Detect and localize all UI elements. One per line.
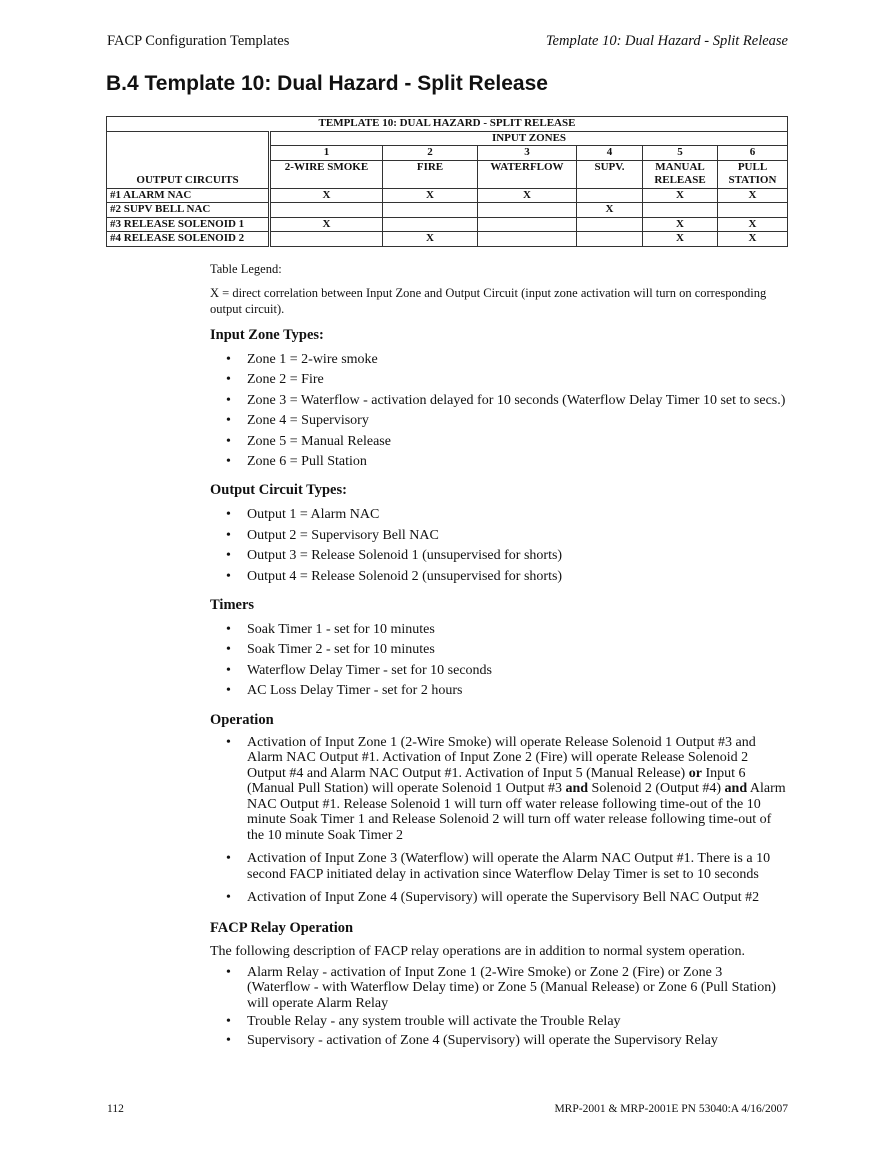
input-zone-types-heading: Input Zone Types: bbox=[210, 327, 324, 343]
operation-heading: Operation bbox=[210, 711, 274, 728]
table-cell: X bbox=[383, 232, 478, 247]
zone-number: 5 bbox=[643, 146, 718, 161]
section-title: B.4 Template 10: Dual Hazard - Split Release bbox=[106, 72, 548, 95]
table-cell: X bbox=[643, 188, 718, 203]
operation-text: Solenoid 2 (Output #4) bbox=[588, 781, 725, 797]
table-cell: X bbox=[718, 188, 788, 203]
list-item: • Waterflow Delay Timer - set for 10 seconds bbox=[210, 661, 788, 681]
zone-number: 4 bbox=[577, 146, 643, 161]
table-cell bbox=[577, 217, 643, 232]
table-caption: TEMPLATE 10: DUAL HAZARD - SPLIT RELEASE bbox=[107, 117, 788, 132]
list-item: • Zone 1 = 2-wire smoke bbox=[210, 350, 788, 370]
table-cell bbox=[478, 203, 577, 218]
list-item: • Soak Timer 1 - set for 10 minutes bbox=[210, 620, 788, 640]
input-zones-label: INPUT ZONES bbox=[270, 131, 788, 146]
list-item: • Zone 2 = Fire bbox=[210, 370, 788, 390]
table-cell: X bbox=[270, 217, 383, 232]
operation-emphasis: and bbox=[565, 781, 589, 797]
table-cell bbox=[718, 203, 788, 218]
operation-emphasis: and bbox=[724, 781, 748, 797]
table-cell bbox=[383, 217, 478, 232]
template-table bbox=[106, 116, 788, 247]
table-cell: X bbox=[383, 188, 478, 203]
output-circuits-header: OUTPUT CIRCUITS bbox=[107, 131, 270, 188]
output-label: #2 SUPV BELL NAC bbox=[107, 203, 270, 218]
table-row bbox=[107, 203, 788, 218]
table-cell: X bbox=[718, 232, 788, 247]
zone-name: MANUAL RELEASE bbox=[643, 160, 718, 188]
list-item: • Output 2 = Supervisory Bell NAC bbox=[210, 526, 788, 546]
list-item: • Output 1 = Alarm NAC bbox=[210, 505, 788, 525]
relay-heading: FACP Relay Operation bbox=[210, 919, 354, 936]
page-number: 112 bbox=[107, 1103, 124, 1115]
running-header-right: Template 10: Dual Hazard - Split Release bbox=[545, 33, 788, 49]
footer-doc-info: MRP-2001 & MRP-2001E PN 53040:A 4/16/2007 bbox=[554, 1103, 788, 1115]
table-cell bbox=[577, 188, 643, 203]
list-item: • Output 4 = Release Solenoid 2 (unsupervised for shorts) bbox=[210, 567, 788, 587]
output-label: #4 RELEASE SOLENOID 2 bbox=[107, 232, 270, 247]
relay-list bbox=[210, 965, 788, 1049]
list-item: • Zone 3 = Waterflow - activation delayed for 10 seconds (Waterflow Delay Timer 10 set to secs.) bbox=[210, 391, 788, 411]
table-cell: X bbox=[643, 232, 718, 247]
output-circuit-types-heading: Output Circuit Types: bbox=[210, 482, 347, 499]
legend-text: X = direct correlation between Input Zone and Output Circuit (input zone activation will turn on corresponding output circuit). bbox=[210, 286, 767, 316]
timers-list bbox=[210, 620, 788, 702]
list-item: • Alarm Relay - activation of Input Zone 1 (2-Wire Smoke) or Zone 2 (Fire) or Zone 3 (Waterflow - with Waterflow Delay time) or Zone 5 (Manual Release) or Zone 6 (Pull Station) will operate Alarm Relay bbox=[210, 965, 788, 1012]
list-item: • Zone 5 = Manual Release bbox=[210, 432, 788, 452]
table-zones-label-row bbox=[107, 131, 788, 146]
operation-emphasis: or bbox=[688, 765, 702, 781]
running-header-left: FACP Configuration Templates bbox=[107, 33, 290, 49]
zone-number: 3 bbox=[478, 146, 577, 161]
list-item: • Activation of Input Zone 3 (Waterflow) will operate the Alarm NAC Output #1. There is a 10 second FACP initiated delay in activation since Waterflow Delay Timer is set to 10 seconds bbox=[210, 851, 788, 882]
table-row bbox=[107, 232, 788, 247]
output-label: #3 RELEASE SOLENOID 1 bbox=[107, 217, 270, 232]
table-cell bbox=[478, 217, 577, 232]
relay-intro: The following description of FACP relay operations are in addition to normal system operation. bbox=[210, 943, 746, 959]
list-item: • Activation of Input Zone 4 (Supervisory) will operate the Supervisory Bell NAC Output #2 bbox=[210, 890, 788, 906]
zone-name: WATERFLOW bbox=[478, 160, 577, 188]
table-cell: X bbox=[718, 217, 788, 232]
operation-text: Activation of Input Zone 1 (2-Wire Smoke) will operate Release Solenoid 1 Output #3 and Alarm NAC Output #1. Activation of Input Zone 2 (Fire) will operate Release Solenoid 2 Output #4 and Alarm NAC Output #1. Activation of Input 5 (Manual Release) bbox=[247, 734, 756, 781]
table-cell bbox=[478, 232, 577, 247]
list-item: • Zone 4 = Supervisory bbox=[210, 411, 788, 431]
table-cell bbox=[270, 232, 383, 247]
table-cell: X bbox=[643, 217, 718, 232]
operation-text: Alarm NAC Output #1. Release Solenoid 1 will turn off water release following time-out of the 10 minute Soak Timer 1 and Release Solenoid 2 will turn off water release following time-out of the 10 minute Soak Timer 2 bbox=[247, 781, 786, 843]
list-item: • Output 3 = Release Solenoid 1 (unsupervised for shorts) bbox=[210, 546, 788, 566]
table-caption-row bbox=[107, 117, 788, 132]
input-zone-types-list bbox=[210, 350, 788, 472]
zone-name: PULL STATION bbox=[718, 160, 788, 188]
table-row bbox=[107, 188, 788, 203]
zone-name: SUPV. bbox=[577, 160, 643, 188]
body-content bbox=[210, 262, 788, 1058]
table-row bbox=[107, 217, 788, 232]
zone-number: 1 bbox=[270, 146, 383, 161]
table-cell: X bbox=[478, 188, 577, 203]
output-label: #1 ALARM NAC bbox=[107, 188, 270, 203]
table-cell: X bbox=[270, 188, 383, 203]
timers-heading: Timers bbox=[210, 597, 255, 614]
list-item: • Zone 6 = Pull Station bbox=[210, 452, 788, 472]
operation-text: Input 6 (Manual Pull Station) will operate Solenoid 1 Output #3 bbox=[247, 765, 746, 797]
zone-number: 2 bbox=[383, 146, 478, 161]
table-cell bbox=[643, 203, 718, 218]
list-item bbox=[210, 735, 788, 844]
list-item: • Supervisory - activation of Zone 4 (Supervisory) will operate the Supervisory Relay bbox=[210, 1033, 788, 1049]
zone-name: FIRE bbox=[383, 160, 478, 188]
table-cell bbox=[270, 203, 383, 218]
output-circuit-types-list bbox=[210, 505, 788, 587]
list-item: • Soak Timer 2 - set for 10 minutes bbox=[210, 640, 788, 660]
list-item: • Trouble Relay - any system trouble will activate the Trouble Relay bbox=[210, 1014, 788, 1030]
table-cell: X bbox=[577, 203, 643, 218]
zone-name: 2-WIRE SMOKE bbox=[270, 160, 383, 188]
list-item: • AC Loss Delay Timer - set for 2 hours bbox=[210, 681, 788, 701]
table-cell bbox=[577, 232, 643, 247]
zone-number: 6 bbox=[718, 146, 788, 161]
legend-title: Table Legend: bbox=[210, 262, 282, 276]
table-cell bbox=[383, 203, 478, 218]
operation-list bbox=[210, 735, 788, 906]
